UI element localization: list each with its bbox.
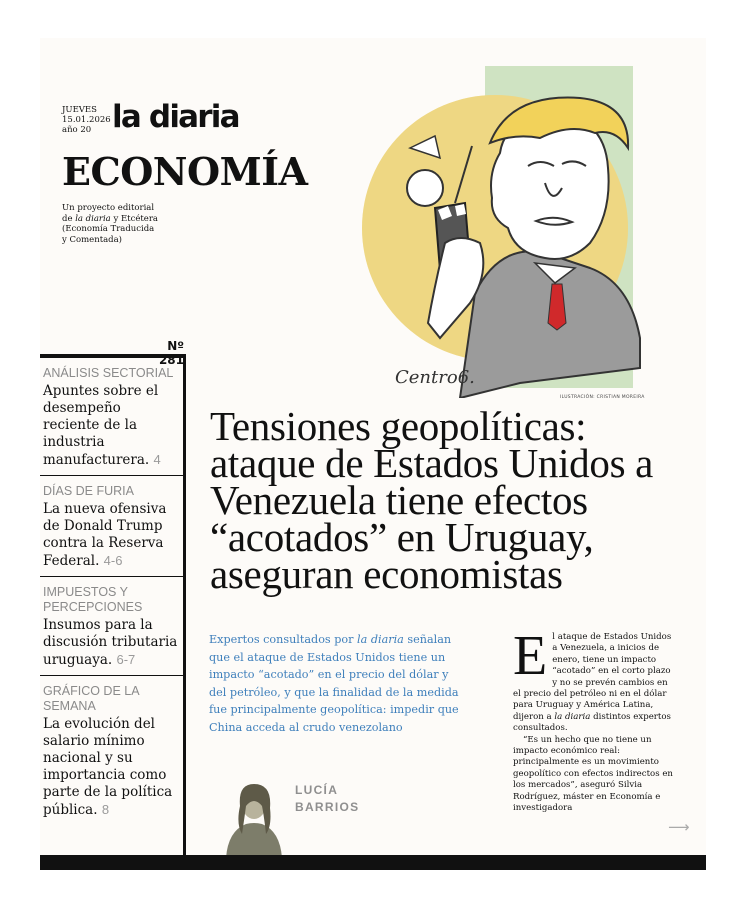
drop-cap: E (513, 625, 548, 687)
index-title: Apuntes sobre el desempeño reciente de la industria manufacturera. 4 (43, 383, 161, 468)
author-byline[interactable] (295, 782, 359, 816)
cover-illustration (340, 38, 670, 398)
index-item-dias-de-furia[interactable] (40, 476, 183, 577)
index-kicker: ANÁLISIS SECTORIAL (43, 366, 174, 380)
page-ref: 4 (153, 452, 161, 467)
index-title: Insumos para la discusión tributaria uruguaya. 6-7 (43, 617, 178, 668)
index-kicker: GRÁFICO DE LA SEMANA (43, 684, 139, 713)
index-item-impuestos[interactable] (40, 577, 183, 676)
index-kicker: IMPUESTOS Y PERCEPCIONES (43, 585, 143, 614)
intro-line-3: (Economía Traducida (62, 224, 155, 234)
index-item-grafico-semana[interactable] (40, 676, 183, 825)
index-title: La evolución del salario mínimo nacional y su importancia como parte de la política pública. 8 (43, 716, 173, 818)
article-dek: Expertos consultados por la diaria señalan que el ataque de Estados Unidos tiene un impacto “acotado” en el precio del dólar y del petróleo, y que la finalidad de la medida fue principalmente geopolítica: impedir que China acceda al crudo venezolano (209, 633, 459, 734)
la-diaria-logo: la diaria (112, 99, 239, 135)
issue-date-block (62, 105, 111, 135)
editorial-intro (62, 203, 182, 245)
author-last-name: BARRIOS (295, 800, 360, 814)
body-paragraph-1: El ataque de Estados Unidos a Venezuela, a inicios de enero, tiene un impacto “acotado” en el corto plazo y no se prevén cambios en el precio del petróleo ni en el dólar para Uruguay y América Latina, dijeron a la diaria distintos expertos consultados. (513, 625, 672, 734)
issue-date: 15.01.2026 (62, 115, 111, 125)
intro-line-2: de la diaria y Etcétera (62, 213, 158, 224)
bottom-bar (40, 855, 706, 870)
page-ref: 8 (101, 802, 110, 817)
index-title: La nueva ofensiva de Donald Trump contra la Reserva Federal. 4-6 (43, 501, 167, 569)
intro-line-1: Un proyecto editorial (62, 203, 155, 213)
index-item-analisis-sectorial[interactable] (40, 358, 183, 476)
article-body (513, 625, 675, 815)
dek-la-diaria: la diaria (357, 633, 404, 646)
page-ref: 4-6 (103, 553, 123, 568)
cup-stripe-2 (455, 204, 466, 216)
fruit-slice (407, 170, 443, 206)
sidebar-index (40, 354, 186, 856)
intro-line-4: y Comentada) (62, 234, 122, 245)
newspaper-page (40, 38, 706, 870)
article-headline[interactable]: Tensiones geopolíticas: ataque de Estados Unidos a Venezuela tiene efectos “acotados” en Uruguay, aseguran economistas (210, 403, 654, 597)
artist-signature: Centro6. (395, 367, 475, 388)
continue-arrow-icon[interactable]: ⟶ (668, 818, 690, 836)
page-ref: 6-7 (116, 652, 136, 667)
intro-la-diaria: la diaria (75, 213, 111, 224)
body-paragraph-2: “Es un hecho que no tiene un impacto económico real: principalmente es un movimiento geopolítico con efectos indirectos en los mercados”, aseguró Silvia Rodríguez, máster en Economía e investigadora (513, 734, 673, 814)
year-line: año 20 (62, 125, 92, 135)
illustration-credit: ILUSTRACIÓN: CRISTIAN MOREIRA (560, 395, 645, 400)
issue-number: Nº 281 (158, 339, 184, 367)
index-kicker: DÍAS DE FURIA (43, 484, 134, 498)
author-first-name: LUCÍA (295, 783, 339, 797)
section-title: ECONOMÍA (62, 149, 308, 194)
weekday: JUEVES (62, 105, 97, 115)
author-photo (218, 776, 290, 858)
